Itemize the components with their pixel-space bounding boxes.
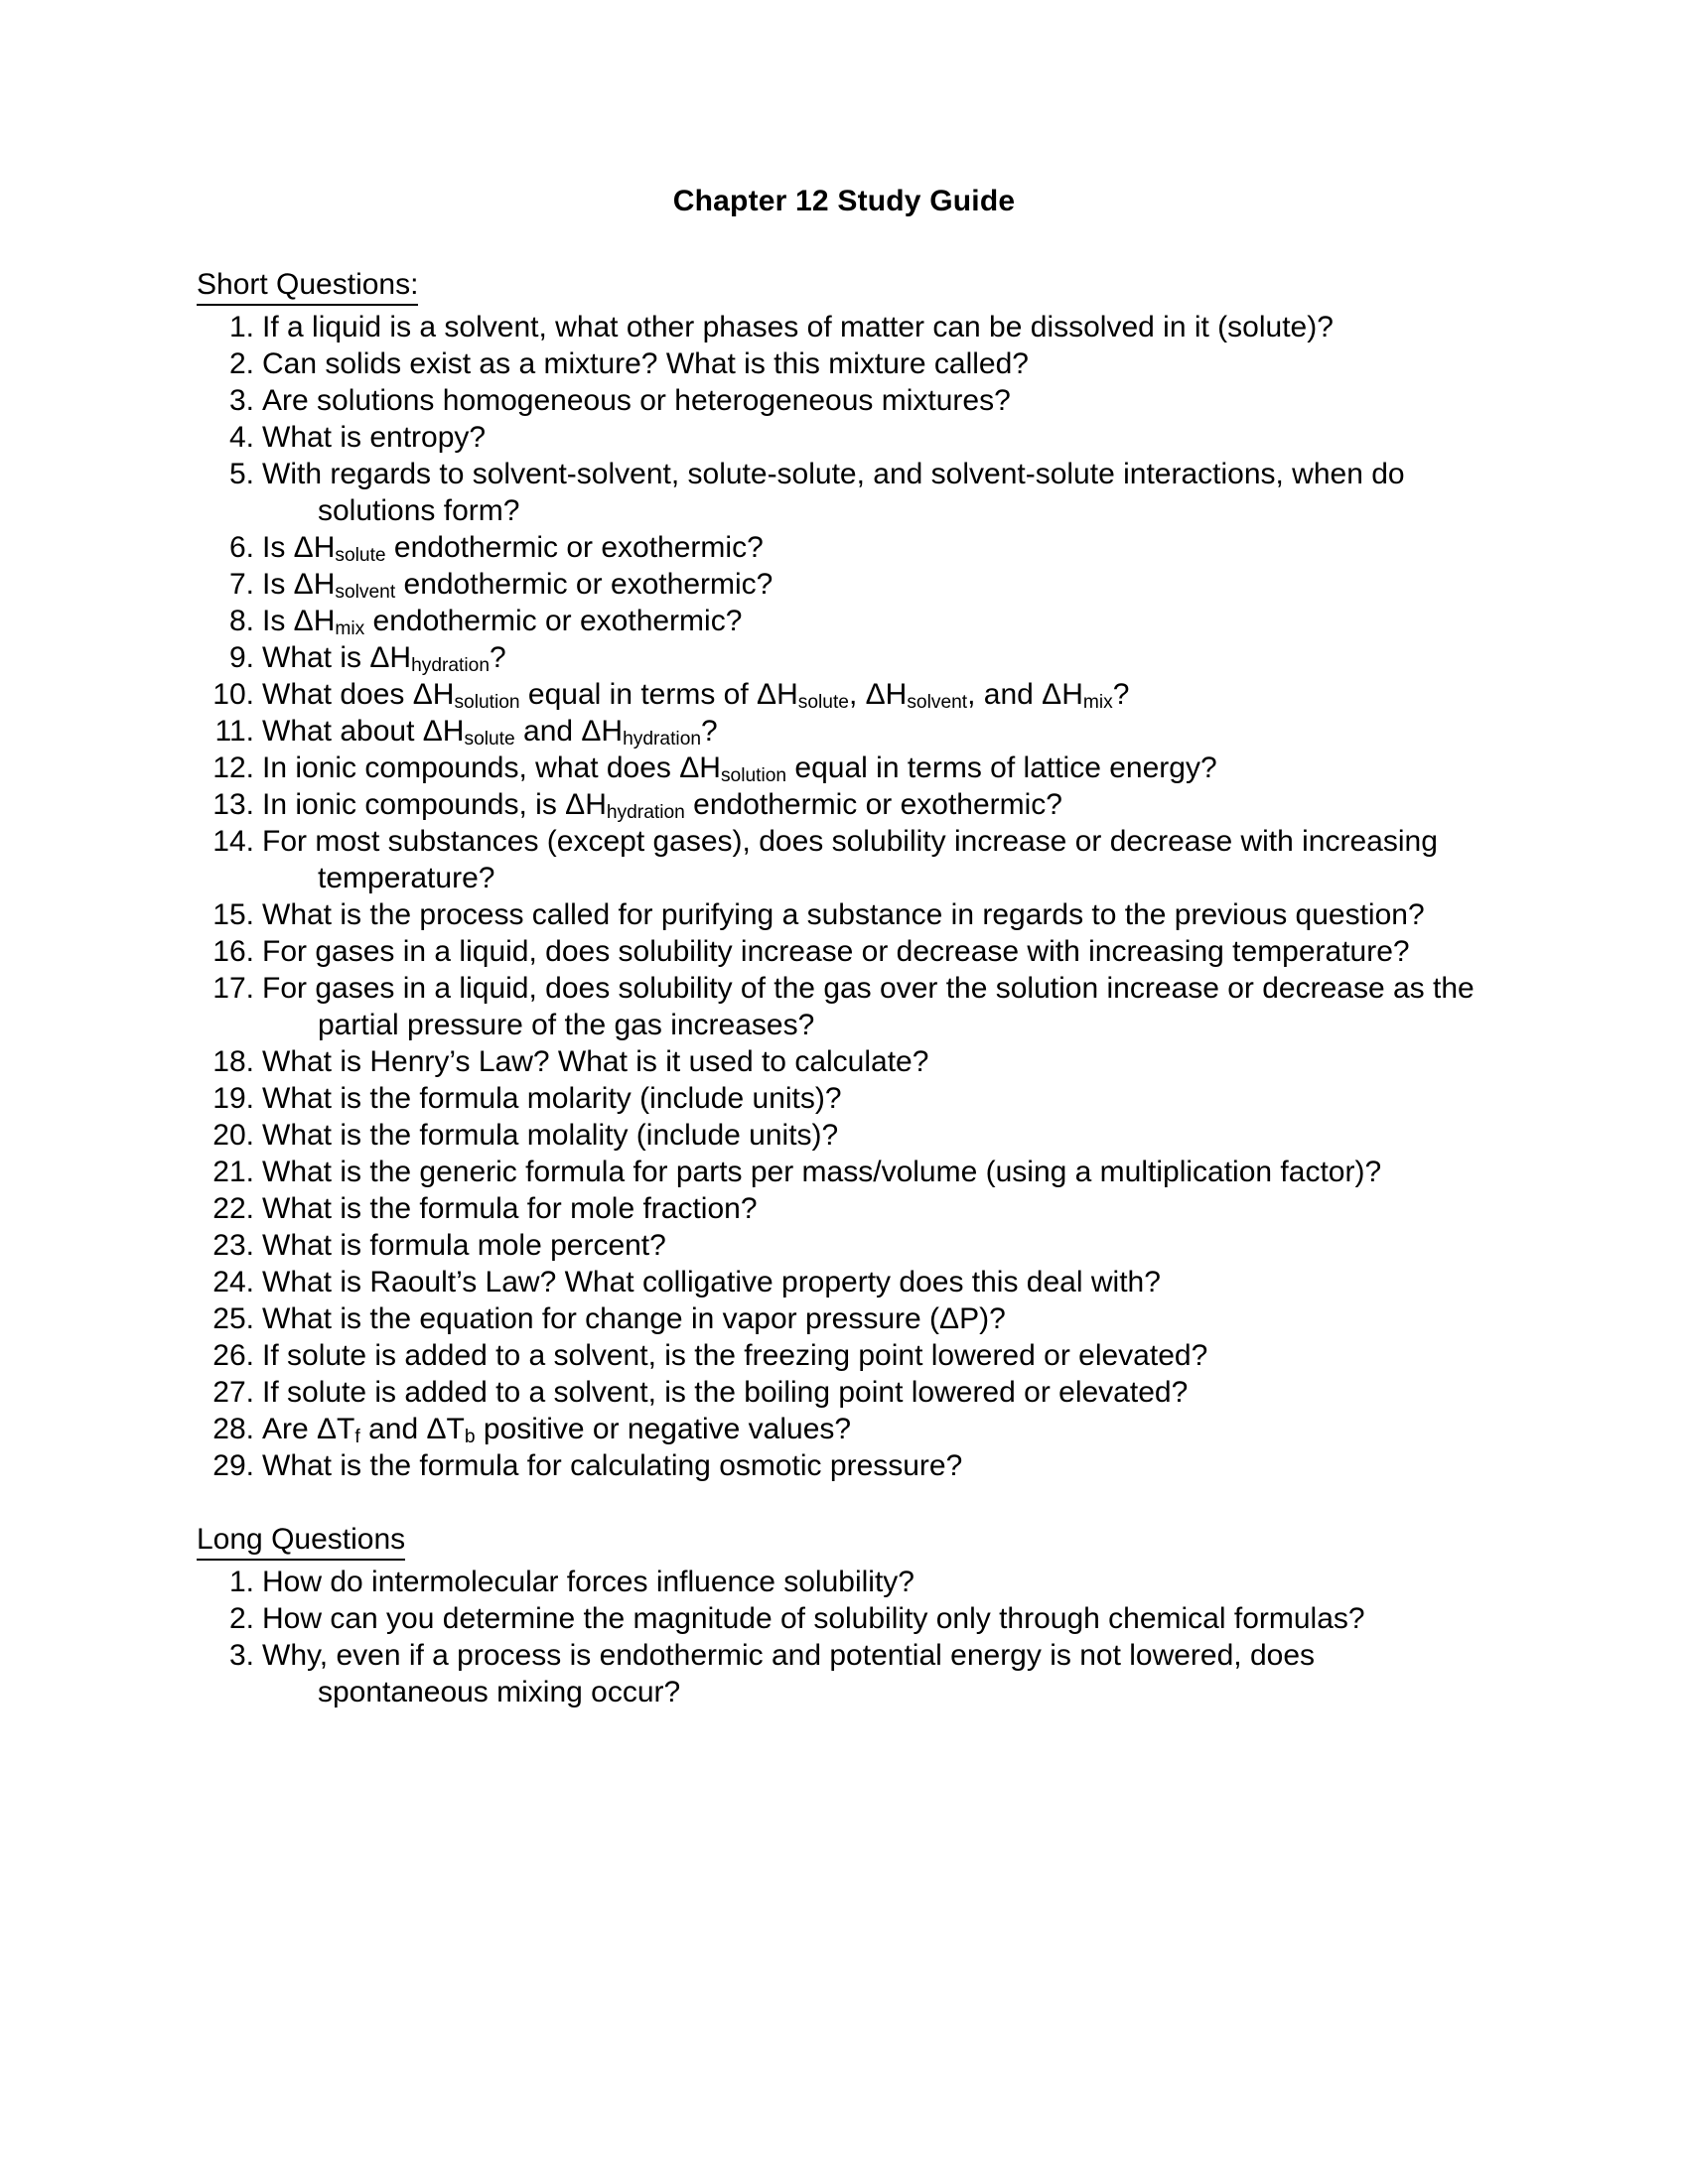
short-question-item-number: 21. — [212, 1156, 254, 1188]
short-question-item-number: 7. — [228, 568, 254, 601]
short-question-item-number: 13. — [212, 788, 254, 821]
short-question-item-number: 22. — [212, 1192, 254, 1225]
short-question-item-text: What is the formula molarity (include units)? — [262, 1082, 842, 1115]
short-question-item — [197, 1190, 1487, 1227]
short-question-item-number: 8. — [228, 605, 254, 637]
short-question-item-text: What is the generic formula for parts per mass/volume (using a multiplication factor)? — [262, 1156, 1382, 1188]
long-question-item-text: How can you determine the magnitude of solubility only through chemical formulas? — [262, 1602, 1365, 1635]
short-question-item — [197, 1117, 1487, 1154]
short-question-item — [197, 345, 1487, 382]
page-title: Chapter 12 Study Guide — [672, 185, 1016, 217]
short-question-item-number: 6. — [228, 531, 254, 564]
short-question-item — [197, 1337, 1487, 1374]
short-question-item-number: 12. — [212, 751, 254, 784]
short-question-item — [197, 639, 1487, 676]
short-question-item-text: Can solids exist as a mixture? What is this mixture called? — [262, 347, 1029, 380]
short-question-item — [197, 566, 1487, 603]
short-question-item — [197, 529, 1487, 566]
short-question-item-text: What is $\Delta H_{hydration}$? — [262, 641, 506, 677]
short-question-item-number: 28. — [212, 1413, 254, 1445]
short-question-item-text: What is the formula for calculating osmotic pressure? — [262, 1449, 963, 1482]
short-question-item-text: If a liquid is a solvent, what other phases of matter can be dissolved in it (solute)? — [262, 311, 1334, 343]
short-question-item-number: 23. — [212, 1229, 254, 1262]
short-question-item — [197, 676, 1487, 713]
short-question-item-number: 9. — [228, 641, 254, 674]
short-question-item-text: What is the formula molality (include units)? — [262, 1119, 839, 1152]
short-question-item-text: What is the process called for purifying a substance in regards to the previous question? — [262, 898, 1425, 931]
short-question-item-number: 16. — [212, 935, 254, 968]
short-question-item-text: Is $\Delta H_{solute}$ endothermic or exothermic? — [262, 531, 764, 567]
short-question-item-number: 14. — [212, 825, 254, 858]
short-question-item-number: 17. — [212, 972, 254, 1005]
short-question-item-text: What is Raoult’s Law? What colligative property does this deal with? — [262, 1266, 1161, 1298]
short-question-item — [197, 603, 1487, 639]
short-question-item-text: In ionic compounds, is $\Delta H_{hydration}$ endothermic or exothermic? — [262, 788, 1062, 824]
long-question-item-text: Why, even if a process is endothermic and potential energy is not lowered, does spontaneous mixing occur? — [262, 1639, 1316, 1708]
short-question-item — [197, 1264, 1487, 1300]
short-question-item-text: What is entropy? — [262, 421, 487, 454]
short-question-item-number: 25. — [212, 1302, 254, 1335]
short-question-item-text: For gases in a liquid, does solubility of the gas over the solution increase or decrease as the partial pressure of the gas increases? — [262, 972, 1475, 1041]
short-question-item-text: With regards to solvent-solvent, solute-solute, and solvent-solute interactions, when do solutions form? — [262, 458, 1405, 527]
short-question-item-number: 29. — [212, 1449, 254, 1482]
short-question-item-number: 10. — [212, 678, 254, 711]
short-question-item — [197, 750, 1487, 786]
short-question-item — [197, 933, 1487, 970]
short-question-item-text: For most substances (except gases), does solubility increase or decrease with increasing temperature? — [262, 825, 1438, 894]
short-question-item — [197, 419, 1487, 456]
short-question-item-text: What about $\Delta H_{solute}$ and $\Delta H_{hydration}$? — [262, 715, 718, 751]
short-question-item-text: If solute is added to a solvent, is the boiling point lowered or elevated? — [262, 1376, 1189, 1409]
short-question-item-text: What is the equation for change in vapor pressure (ΔP)? — [262, 1302, 1006, 1335]
section-spacer — [197, 1484, 1487, 1521]
long-question-item-number: 2. — [228, 1602, 254, 1635]
short-question-item-number: 18. — [212, 1045, 254, 1078]
short-question-item-number: 2. — [228, 347, 254, 380]
short-question-item-number: 5. — [228, 458, 254, 490]
short-question-item — [197, 1447, 1487, 1484]
long-questions-section-header — [197, 1521, 1487, 1562]
short-question-item-number: 26. — [212, 1339, 254, 1372]
short-question-item — [197, 1374, 1487, 1411]
long-questions-list — [197, 1564, 1487, 1710]
short-questions-heading: Short Questions: — [197, 266, 418, 306]
short-question-item-text: What does $\Delta H_{solution}$ equal in terms of $\Delta H_{solute}$, $\Delta H_{solvent}$, and $\Delta H_{mix}$? — [262, 678, 1130, 714]
long-question-item-number: 1. — [228, 1566, 254, 1598]
short-question-item — [197, 1300, 1487, 1337]
short-question-item-text: Is $\Delta H_{solvent}$ endothermic or exothermic? — [262, 568, 774, 604]
short-question-item-text: Are solutions homogeneous or heterogeneous mixtures? — [262, 384, 1011, 417]
short-question-item-number: 4. — [228, 421, 254, 454]
short-question-item-number: 3. — [228, 384, 254, 417]
short-question-item-text: What is Henry’s Law? What is it used to calculate? — [262, 1045, 929, 1078]
short-question-item-text: What is the formula for mole fraction? — [262, 1192, 758, 1225]
short-question-item — [197, 456, 1487, 529]
short-question-item-text: In ionic compounds, what does $\Delta H_{solution}$ equal in terms of lattice energy? — [262, 751, 1217, 787]
long-question-item-number: 3. — [228, 1639, 254, 1672]
short-question-item-number: 19. — [212, 1082, 254, 1115]
short-question-item — [197, 786, 1487, 823]
short-question-item — [197, 713, 1487, 750]
short-question-item — [197, 1080, 1487, 1117]
short-question-item — [197, 896, 1487, 933]
long-question-item — [197, 1600, 1487, 1637]
long-question-item — [197, 1564, 1487, 1600]
document-body — [197, 266, 1487, 1710]
short-question-item — [197, 382, 1487, 419]
short-question-item-text: Are $\Delta T_f$ and $\Delta T_b$ positive or negative values? — [262, 1413, 852, 1448]
short-questions-list — [197, 309, 1487, 1484]
short-question-item — [197, 1154, 1487, 1190]
short-question-item-text: Is $\Delta H_{mix}$ endothermic or exothermic? — [262, 605, 743, 640]
long-questions-heading: Long Questions — [197, 1521, 405, 1561]
short-question-item-number: 20. — [212, 1119, 254, 1152]
short-question-item-number: 11. — [214, 715, 254, 748]
short-question-item-text: What is formula mole percent? — [262, 1229, 666, 1262]
short-question-item — [197, 970, 1487, 1043]
short-question-item-number: 24. — [212, 1266, 254, 1298]
long-question-item — [197, 1637, 1487, 1710]
short-question-item-text: If solute is added to a solvent, is the freezing point lowered or elevated? — [262, 1339, 1208, 1372]
short-question-item-number: 27. — [212, 1376, 254, 1409]
short-question-item-number: 15. — [212, 898, 254, 931]
long-question-item-text: How do intermolecular forces influence solubility? — [262, 1566, 914, 1598]
short-question-item — [197, 1043, 1487, 1080]
short-question-item — [197, 823, 1487, 896]
short-question-item — [197, 309, 1487, 345]
short-question-item-text: For gases in a liquid, does solubility increase or decrease with increasing temperature? — [262, 935, 1410, 968]
short-question-item — [197, 1227, 1487, 1264]
short-questions-section-header — [197, 266, 1487, 307]
short-question-item — [197, 1411, 1487, 1447]
short-question-item-number: 1. — [228, 311, 254, 343]
